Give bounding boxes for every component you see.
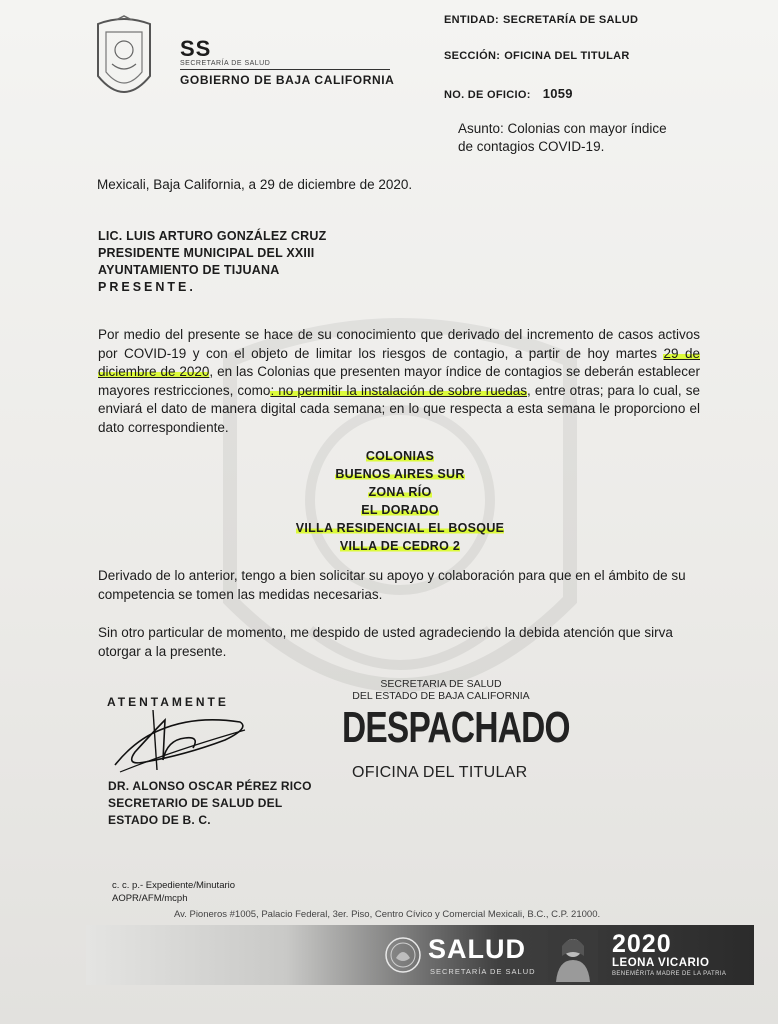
signer-title: ESTADO DE B. C.: [108, 813, 211, 827]
subject: Asunto: Colonias con mayor índice de contagios COVID-19.: [458, 121, 667, 154]
colonias-list: [250, 447, 550, 555]
list-item: EL DORADO: [361, 503, 439, 517]
state-seal-icon: [92, 14, 156, 108]
salud-logo: SALUD: [428, 934, 526, 964]
recipient-block: [98, 228, 326, 296]
oficio-number: 1059: [542, 86, 573, 101]
highlighted-date: 29 de diciembre de 2020: [98, 345, 700, 379]
year-subtitle: BENEMÉRITA MADRE DE LA PATRIA: [612, 971, 727, 977]
meta-seccion: SECCIÓN: OFICINA DEL TITULAR: [444, 50, 630, 62]
meta-entidad: ENTIDAD: SECRETARÍA DE SALUD: [444, 14, 639, 26]
brand-mark: SS: [180, 36, 212, 61]
cc-block: c. c. p.- Expediente/Minutario AOPR/AFM/mcph: [112, 880, 236, 904]
recipient-name: LIC. LUIS ARTURO GONZÁLEZ CRUZ: [98, 229, 327, 243]
signer-name: DR. ALONSO OSCAR PÉREZ RICO: [108, 779, 312, 793]
body-paragraph-1: Por medio del presente se hace de su conocimiento que derivado del incremento de casos activos por COVID-19 y con el objeto de limitar los riesgos de contagio, a partir de hoy martes 29 de diciembre de 2020, en las Colonias que presenten mayor índice de contagios se deberán establecer mayores restricciones, como: no permitir la instalación de sobre ruedas, entre otras; para lo cual, se enviará el dato de manera digital cada semana; en lo que respecta a esta semana le proporciono el dato correspondiente.: [98, 327, 701, 435]
portrait-icon: [548, 930, 598, 982]
eagle-emblem-icon: [384, 936, 422, 974]
salud-subtitle: SECRETARÍA DE SALUD: [430, 967, 536, 976]
highlighted-restriction: : no permitir la instalación de sobre ruedas: [270, 382, 528, 398]
signer-block: [108, 778, 312, 829]
list-item: ZONA RÍO: [368, 485, 432, 499]
colonias-header: COLONIAS: [365, 449, 435, 463]
list-item: VILLA RESIDENCIAL EL BOSQUE: [295, 521, 505, 535]
meta-oficio: NO. DE OFICIO: 1059: [444, 86, 573, 101]
signer-title: SECRETARIO DE SALUD DEL: [108, 796, 283, 810]
recipient-greeting: PRESENTE.: [98, 280, 196, 294]
footer-address: Av. Pioneros #1005, Palacio Federal, 3er. Piso, Centro Cívico y Comercial Mexicali, B.C., C.P. 21000.: [174, 909, 601, 920]
year-name: LEONA VICARIO: [612, 957, 710, 969]
list-item: BUENOS AIRES SUR: [335, 467, 465, 481]
stamp-header: SECRETARIA DE SALUD DEL ESTADO DE BAJA CALIFORNIA: [352, 678, 530, 702]
year-logo: 2020: [612, 930, 672, 958]
closing: ATENTAMENTE: [107, 695, 229, 709]
stamp-footer: OFICINA DEL TITULAR: [352, 764, 528, 781]
government-name: GOBIERNO DE BAJA CALIFORNIA: [180, 73, 395, 87]
stamp-despachado: DESPACHADO: [342, 703, 570, 752]
recipient-title: PRESIDENTE MUNICIPAL DEL XXIII: [98, 246, 315, 260]
signature-icon: [105, 700, 255, 780]
body-paragraph-3: Sin otro particular de momento, me despido de usted agradeciendo la debida atención que sirva otorgar a la presente.: [98, 625, 673, 659]
recipient-org: AYUNTAMIENTO DE TIJUANA: [98, 263, 280, 277]
brand-subtitle: SECRETARÍA DE SALUD: [180, 60, 271, 67]
date-line: Mexicali, Baja California, a 29 de diciembre de 2020.: [97, 177, 413, 192]
letterhead-divider: [180, 69, 390, 70]
body-paragraph-2: Derivado de lo anterior, tengo a bien solicitar su apoyo y colaboración para que en el ámbito de su competencia se tomen las medidas necesarias.: [98, 568, 686, 602]
list-item: VILLA DE CEDRO 2: [339, 539, 461, 553]
